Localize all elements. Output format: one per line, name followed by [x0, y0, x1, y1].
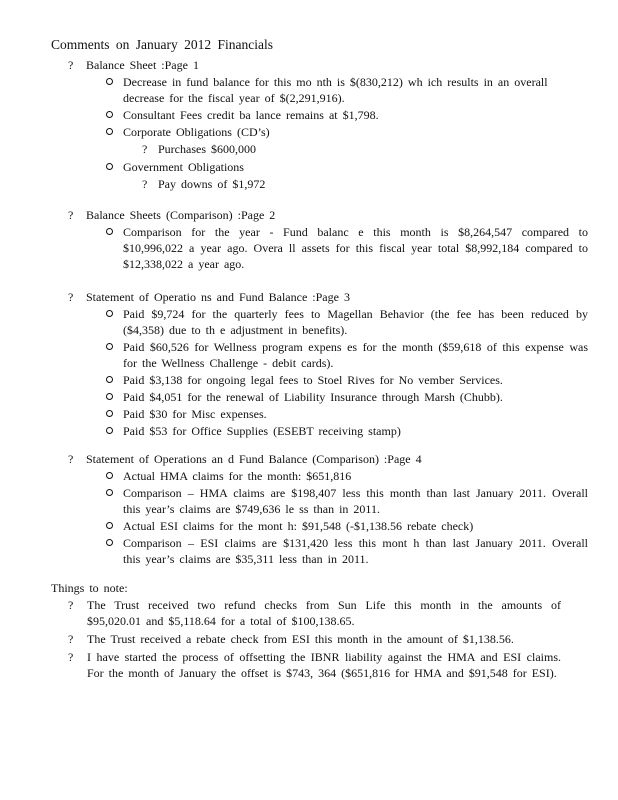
list-item [68, 372, 588, 388]
things-list [51, 597, 561, 681]
list-item-text: Comparison – ESI claims are $131,420 less this mont h than last January 2011. Overall this year’s claims are $35,311 less than in 2011. [123, 536, 588, 566]
list-item-text: Paid $9,724 for the quarterly fees to Magellan Behavior (the fee has been reduced by ($4,358) due to th e adjustment in benefits). [123, 307, 588, 337]
list-item [68, 306, 588, 338]
list-item-text: Paid $53 for Office Supplies (ESEBT receiving stamp) [123, 424, 401, 438]
section-items [68, 159, 588, 175]
section-heading-text: Balance Sheet :Page 1 [86, 58, 199, 72]
circle-bullet-icon [106, 228, 113, 235]
section-items [68, 224, 588, 272]
list-item [68, 159, 588, 175]
list-item [68, 535, 588, 567]
circle-bullet-icon [106, 163, 113, 170]
bullet-marker: ? [142, 177, 148, 191]
circle-bullet-icon [106, 539, 113, 546]
things-item-text: I have started the process of offsetting the IBNR liability against the HMA and ESI claims. For the month of January the offset is $743, 364 ($651,816 for HMA and $91,548 for ESI). [87, 650, 561, 680]
section-heading [68, 57, 588, 73]
list-item-text: Paid $30 for Misc expenses. [123, 407, 267, 421]
sub-list-item [68, 176, 588, 192]
section-items [68, 468, 588, 567]
list-item [68, 74, 588, 106]
things-item-text: The Trust received two refund checks from Sun Life this month in the amounts of $95,020.01 and $5,118.64 for a total of $100,138.65. [87, 598, 561, 628]
section-items [68, 306, 588, 439]
sub-list-item-text: Pay downs of $1,972 [158, 177, 266, 191]
circle-bullet-icon [106, 111, 113, 118]
sub-list-item-text: Purchases $600,000 [158, 142, 256, 156]
list-item-text: Actual ESI claims for the mont h: $91,548 (-$1,138.56 rebate check) [123, 519, 474, 533]
things-to-note [51, 580, 561, 683]
sub-items [68, 176, 588, 192]
circle-bullet-icon [106, 489, 113, 496]
list-item-text: Paid $4,051 for the renewal of Liability Insurance through Marsh (Chubb). [123, 390, 503, 404]
things-item [51, 649, 561, 681]
list-item-text: Government Obligations [123, 160, 244, 174]
bullet-marker: ? [68, 632, 74, 646]
section-heading [68, 289, 588, 305]
section-statement-of-operations-comparison [68, 451, 588, 568]
list-item [68, 468, 588, 484]
things-item [51, 631, 561, 647]
circle-bullet-icon [106, 472, 113, 479]
list-item-text: Consultant Fees credit ba lance remains at $1,798. [123, 108, 379, 122]
page-title: Comments on January 2012 Financials [51, 37, 273, 52]
sub-list-item [68, 141, 588, 157]
list-item-text: Corporate Obligations (CD’s) [123, 125, 270, 139]
bullet-marker: ? [68, 650, 74, 664]
section-statement-of-operations [68, 289, 588, 440]
list-item-text: Actual HMA claims for the month: $651,816 [123, 469, 352, 483]
bullet-marker: ? [68, 58, 74, 72]
section-heading-text: Balance Sheets (Comparison) :Page 2 [86, 208, 276, 222]
list-item [68, 339, 588, 371]
list-item [68, 406, 588, 422]
circle-bullet-icon [106, 343, 113, 350]
things-heading: Things to note: [51, 581, 128, 595]
circle-bullet-icon [106, 522, 113, 529]
things-item [51, 597, 561, 629]
section-heading [68, 207, 588, 223]
circle-bullet-icon [106, 310, 113, 317]
list-item-text: Comparison – HMA claims are $198,407 less this month than last January 2011. Overall this year’s claims are $749,636 le ss than in 2011. [123, 486, 588, 516]
circle-bullet-icon [106, 427, 113, 434]
circle-bullet-icon [106, 393, 113, 400]
bullet-marker: ? [68, 452, 74, 466]
circle-bullet-icon [106, 410, 113, 417]
list-item [68, 485, 588, 517]
list-item [68, 518, 588, 534]
list-item-text: Comparison for the year - Fund balanc e this month is $8,264,547 compared to $10,996,022 a year ago. Overa ll assets for this fiscal year total $8,992,184 compared to $12,338,022 a year ago. [123, 225, 588, 271]
sub-items [68, 141, 588, 157]
list-item-text: Decrease in fund balance for this mo nth is $(830,212) wh ich results in an overall decrease for the fiscal year of $(2,291,916). [123, 75, 548, 105]
list-item [68, 224, 588, 272]
list-item [68, 107, 588, 123]
things-item-text: The Trust received a rebate check from ESI this month in the amount of $1,138.56. [87, 632, 514, 646]
list-item [68, 124, 588, 140]
circle-bullet-icon [106, 128, 113, 135]
section-heading-text: Statement of Operations an d Fund Balance (Comparison) :Page 4 [86, 452, 422, 466]
section-balance-sheets-comparison [68, 207, 588, 273]
bullet-marker: ? [142, 142, 148, 156]
bullet-marker: ? [68, 290, 74, 304]
section-heading-text: Statement of Operatio ns and Fund Balance :Page 3 [86, 290, 350, 304]
section-balance-sheet [68, 57, 588, 194]
list-item [68, 389, 588, 405]
section-heading [68, 451, 588, 467]
circle-bullet-icon [106, 376, 113, 383]
list-item-text: Paid $60,526 for Wellness program expens es for the month ($59,618 of this expense was for the Wellness Challenge - debit cards). [123, 340, 588, 370]
circle-bullet-icon [106, 78, 113, 85]
bullet-marker: ? [68, 208, 74, 222]
list-item-text: Paid $3,138 for ongoing legal fees to Stoel Rives for No vember Services. [123, 373, 503, 387]
bullet-marker: ? [68, 598, 74, 612]
section-items [68, 74, 588, 140]
list-item [68, 423, 588, 439]
